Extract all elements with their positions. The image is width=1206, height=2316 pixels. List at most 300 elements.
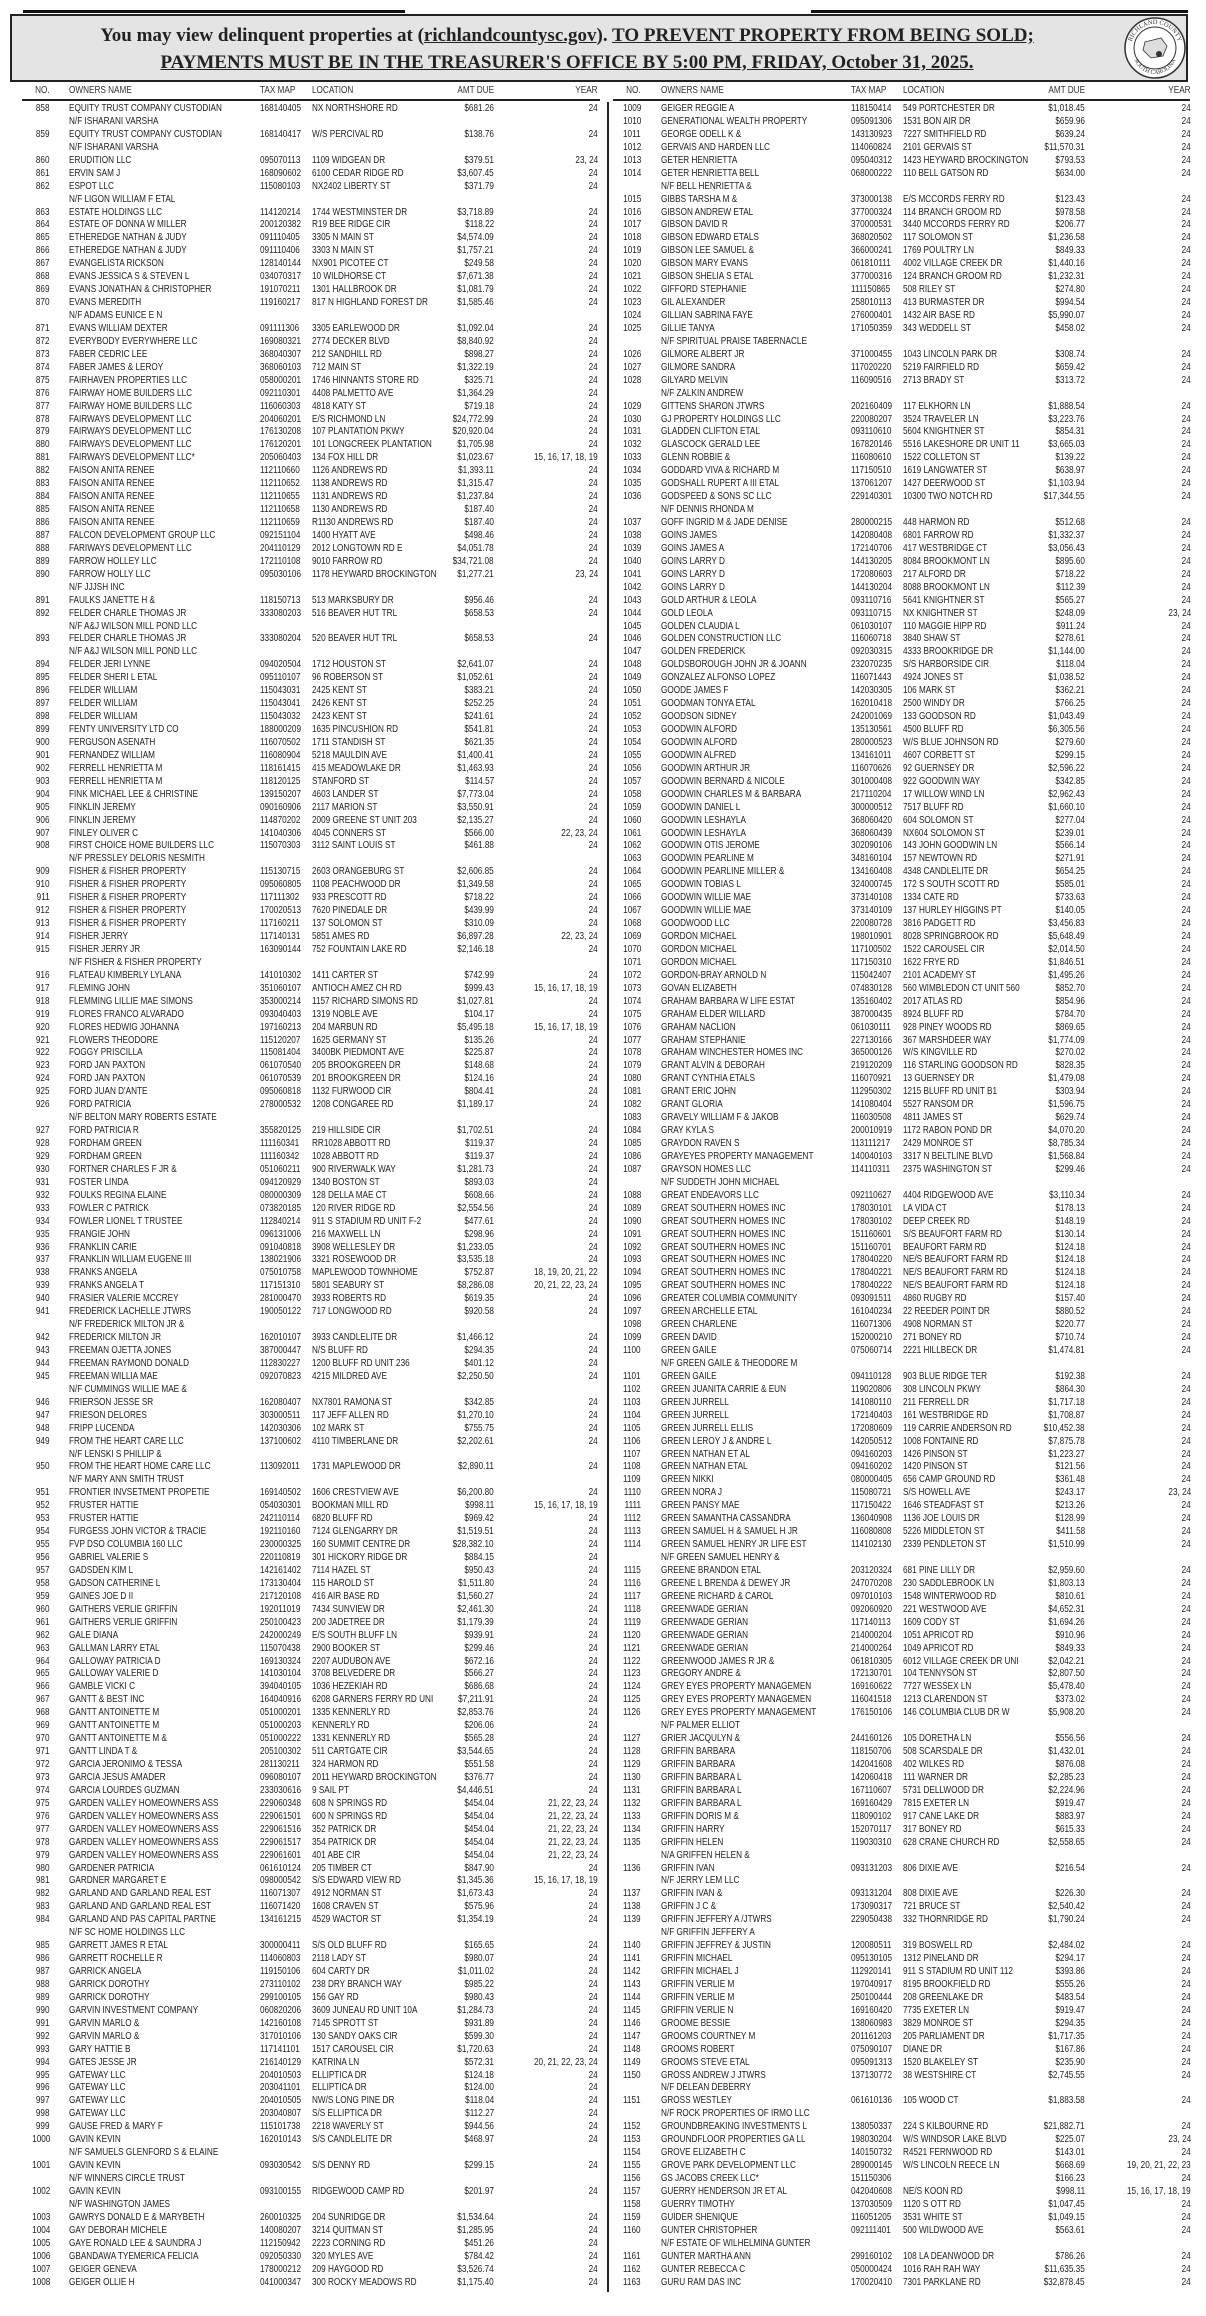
tax-years: 24 [1181,955,1191,968]
now-formerly-row [0,1111,600,1124]
owner-name: GARRICK ANGELA [69,1965,142,1977]
table-row [600,1616,1206,1629]
table-row [0,1279,600,1292]
owner-name: GATEWAY LLC [69,2094,126,2107]
owner-name: FELDER WILLIAM [69,710,138,723]
header-tax-map: TAX MAP [851,84,887,96]
tax-years: 24 [1181,1020,1191,1033]
now-formerly-owner: N/F ESTATE OF WILHELMINA GUNTER [661,2236,811,2249]
amount-due: $124.18 [1055,1253,1085,1266]
entry-number: 1115 [623,1563,641,1576]
property-location: 1520 BLAKELEY ST [903,2055,978,2068]
entry-number: 925 [36,1085,50,1098]
property-location: S/S CANDLELITE DR [312,2133,393,2146]
entry-number: 879 [36,425,50,438]
entry-number: 877 [36,399,50,412]
tax-map-number: 116080610 [851,451,892,464]
county-website-link[interactable]: richlandcountysc.gov [423,25,597,46]
tax-map-number: 120080511 [851,1939,892,1952]
owner-name: GIL ALEXANDER [661,296,726,309]
owner-name: GOODMAN TONYA ETAL [661,697,756,710]
tax-map-number: 387000447 [260,1344,301,1356]
tax-years: 24 [1181,2029,1191,2042]
entry-number: 900 [36,735,50,748]
tax-years: 24 [588,1693,598,1706]
amount-due: $1,888.54 [1048,399,1085,412]
entry-number: 962 [36,1628,50,1641]
tax-years: 24 [1181,1344,1191,1356]
property-location: 2500 WINDY DR [903,697,965,710]
tax-map-number: 169140502 [260,1486,301,1499]
tax-years: 24 [588,1913,598,1926]
table-row [0,296,600,309]
amount-due: $294.35 [1055,2016,1085,2029]
owner-name: GRAHAM ELDER WILLARD [661,1007,766,1020]
tax-years: 24 [588,865,598,878]
owner-name: FREDERICK LACHELLE JTWRS [69,1305,191,1318]
entry-number: 876 [36,386,50,399]
property-location: 911 S STADIUM RD UNIT 112 [903,1965,1013,1977]
tax-map-number: 280000523 [851,735,892,748]
entry-number: 1124 [623,1680,641,1693]
table-row [0,1124,600,1137]
amount-due: $1,479.08 [1048,1072,1085,1085]
tax-years: 24 [588,1667,598,1680]
owner-name: FRIERSON JESSE SR [69,1395,154,1408]
property-location: 354 PATRICK DR [312,1835,377,1848]
table-row [0,1422,600,1435]
tax-map-number: 117111302 [260,891,300,904]
tax-years: 24 [1181,296,1191,309]
tax-map-number: 116070921 [851,1072,892,1085]
tax-years: 24 [588,787,598,800]
owner-name: GIBSON EDWARD ETALS [661,231,759,244]
owner-name: FELDER JERI LYNNE [69,658,151,671]
property-location: 900 RIVERWALK WAY [312,1162,396,1175]
tax-map-number: 172080603 [851,567,892,580]
tax-years: 24 [588,1240,598,1253]
amount-due: $123.43 [1055,192,1085,205]
property-location: 717 LONGWOOD RD [312,1305,392,1318]
entry-number: 1061 [622,826,641,839]
table-row [600,762,1206,775]
entry-number: 863 [36,205,50,218]
property-location: 1427 DEERWOOD ST [903,477,986,490]
table-row [600,2250,1206,2263]
amount-due: $118.22 [464,218,494,231]
amount-due: $755.75 [464,1421,494,1434]
tax-years: 19, 20, 21, 22, 23 [1127,2159,1191,2172]
amount-due: $1,393.11 [458,464,494,477]
property-location: 1608 CRAVEN ST [312,1900,379,1913]
tax-years: 24 [588,1059,598,1072]
entry-number: 892 [36,606,50,619]
owner-name: FRASIER VALERIE MCCREY [69,1292,179,1305]
tax-years: 24 [588,1641,598,1654]
tax-years: 15, 16, 17, 18, 19 [1127,2184,1191,2197]
owner-name: GREAT SOUTHERN HOMES INC [661,1227,786,1240]
property-location: 1744 WESTMINSTER DR [312,205,408,218]
owner-name: GRIFFIN DORIS M & [661,1809,739,1822]
entry-number: 956 [36,1551,50,1563]
entry-number: 1008 [31,2275,50,2288]
tax-map-number: 140150732 [851,2146,892,2159]
tax-map-number: 205100302 [260,1745,301,1758]
owner-name: FROM THE HEART CARE LLC [69,1434,184,1447]
amount-due: $1,702.51 [457,1124,494,1137]
table-row [600,1124,1206,1137]
owner-name: GREENWADE GERIAN [661,1628,749,1641]
owner-name: GAINES JOE D II [69,1589,134,1602]
property-location: E/S RICHMOND LN [312,412,386,425]
property-location: 124 BRANCH GROOM RD [903,270,1002,283]
tax-map-number: 115080721 [851,1486,892,1499]
property-location: 4818 KATY ST [312,399,366,412]
table-row [600,1564,1206,1577]
tax-map-number: 142030305 [851,684,892,697]
tax-map-number: 095070113 [260,153,301,166]
tax-map-number: 170020513 [260,904,301,917]
property-location: 1136 JOE LOUIS DR [903,1512,980,1525]
table-row [600,1732,1206,1745]
property-location: 114 BRANCH GROOM RD [903,205,1002,218]
owner-name: FRUSTER HATTIE [69,1512,139,1525]
table-row [600,878,1206,891]
entry-number: 903 [36,774,50,787]
owner-name: FAISON ANITA RENEE [69,516,155,528]
amount-due: $167.86 [1055,2042,1085,2055]
tax-years: 24 [1181,1745,1191,1758]
amount-due: $766.25 [1055,697,1085,710]
owner-name: FRANKLIN WILLIAM EUGENE III [69,1253,192,1266]
entry-number: 898 [36,710,50,723]
property-location: 1531 BON AIR DR [903,114,971,127]
owner-name: GOODWIN ALFORD [661,735,738,748]
now-formerly-owner: N/F GREEN SAMUEL HENRY & [661,1551,780,1563]
amount-due: $192.38 [1055,1369,1085,1382]
property-location: NX2402 LIBERTY ST [312,179,391,192]
tax-map-number: 092030315 [851,645,892,658]
owner-name: GOODWIN CHARLES M & BARBARA [661,787,802,800]
tax-years: 24 [588,1033,598,1046]
amount-due: $3,526.74 [457,2262,494,2275]
amount-due: $143.01 [1055,2146,1085,2159]
tax-map-number: 041000347 [260,2275,301,2288]
tax-years: 24 [588,347,598,360]
property-location: S/S BEAUFORT FARM RD [903,1227,1002,1240]
tax-years: 24 [1181,697,1191,710]
property-location: W/S PERCIVAL RD [312,127,384,140]
property-location: 402 WILKES RD [903,1758,964,1770]
tax-years: 24 [1181,994,1191,1007]
entry-number: 1078 [622,1046,641,1059]
tax-map-number: 281130211 [260,1758,300,1770]
tax-map-number: 190050122 [260,1305,301,1318]
entry-number: 859 [36,127,50,140]
tax-years: 24 [1181,735,1191,748]
property-location: 1132 FURWOOD CIR [312,1085,392,1098]
owner-name: GREEN JURRELL ELLIS [661,1421,754,1434]
tax-years: 24 [1181,1214,1191,1227]
owner-name: GBANDAWA TYEMERICA FELICIA [69,2249,199,2262]
listing-column-left [0,84,600,2288]
tax-map-number: 142160108 [260,2016,301,2029]
table-row [0,2094,600,2107]
entry-number: 996 [36,2081,50,2094]
table-row [0,1551,600,1564]
tax-map-number: 368020502 [851,231,892,244]
entry-number: 932 [36,1188,50,1201]
entry-number: 1084 [622,1124,641,1137]
tax-years: 24 [588,1344,598,1356]
tax-map-number: 387000435 [851,1007,892,1020]
tax-map-number: 204060201 [260,412,301,425]
owner-name: GORDON-BRAY ARNOLD N [661,968,767,981]
table-row [0,231,600,244]
tax-years: 24 [1181,593,1191,606]
table-row [600,555,1206,568]
entry-number: 930 [36,1162,50,1175]
entry-number: 1156 [623,2172,641,2184]
property-location: 300 ROCKY MEADOWS RD [312,2275,417,2288]
table-row [0,128,600,141]
property-location: 1622 FRYE RD [903,955,960,968]
owner-name: GARRICK DOROTHY [69,1990,150,2003]
tax-years: 24 [588,334,598,347]
owner-name: GARDNER MARGARET E [69,1874,167,1887]
amount-due: $784.70 [1055,1007,1085,1020]
entry-number: 1099 [622,1331,641,1344]
table-row [0,1862,600,1875]
amount-due: $2,250.50 [457,1369,494,1382]
owner-name: GROVE PARK DEVELOPMENT LLC [661,2159,796,2172]
amount-due: $1,660.10 [1048,800,1085,813]
amount-due: $1,027.81 [457,994,494,1007]
owner-name: FLEMING JOHN [69,981,130,994]
property-location: 2375 WASHINGTON ST [903,1162,993,1175]
amount-due: $308.74 [1055,347,1085,360]
owner-name: FLOWERS THEODORE [69,1033,159,1046]
entry-number: 1048 [622,658,641,671]
property-location: S/S HOWELL AVE [903,1486,971,1499]
table-row [600,1797,1206,1810]
tax-map-number: 092070823 [260,1369,301,1382]
owner-name: FREEMAN RAYMOND DONALD [69,1356,189,1369]
owner-name: ETHEREDGE NATHAN & JUDY [69,244,187,257]
amount-due: $121.56 [1055,1460,1085,1473]
tax-years: 24 [588,1654,598,1667]
property-location: 2603 ORANGEBURG ST [312,865,405,878]
tax-map-number: 112150942 [260,2236,301,2249]
tax-map-number: 112920141 [851,1965,892,1977]
owner-name: GITTENS SHARON JTWRS [661,399,765,412]
property-location: 604 CARTY DR [312,1965,370,1977]
owner-name: GALLMAN LARRY ETAL [69,1641,160,1654]
table-row [600,438,1206,451]
tax-map-number: 353000214 [260,994,301,1007]
amount-due: $742.99 [464,968,494,981]
table-row [0,2224,600,2237]
table-row [600,1512,1206,1525]
entry-number: 1075 [622,1007,641,1020]
tax-map-number: 090160906 [260,800,301,813]
tax-years: 21, 22, 23, 24 [547,1848,598,1861]
entry-number: 1038 [622,528,641,541]
table-row [600,2276,1206,2289]
owner-name: FELDER WILLIAM [69,697,138,710]
tax-years: 24 [588,1292,598,1305]
table-row [600,1836,1206,1849]
tax-map-number: 034070317 [260,270,301,283]
owner-name: FOULKS REGINA ELAINE [69,1188,167,1201]
table-row [0,1370,600,1383]
entry-number: 917 [36,981,50,994]
property-location: 271 BONEY RD [903,1331,962,1344]
tax-years: 24 [1181,1395,1191,1408]
tax-years: 24 [588,800,598,813]
tax-years: 24 [588,1551,598,1563]
tax-map-number: 115043031 [260,684,301,697]
tax-years: 24 [588,2068,598,2081]
property-location: 110 BELL GATSON RD [903,166,989,179]
tax-years: 24 [1181,1188,1191,1201]
property-location: 628 CRANE CHURCH RD [903,1835,1000,1848]
property-location: 2011 HEYWARD BROCKINGTON [312,1770,437,1783]
amount-due: $1,883.58 [1048,2094,1085,2107]
amount-due: $563.61 [1055,2223,1085,2236]
entry-number: 1037 [622,516,641,528]
property-location: 3531 WHITE ST [903,2210,963,2223]
entry-number: 1131 [623,1783,641,1796]
tax-map-number: 114060803 [260,1952,301,1965]
table-row [600,231,1206,244]
owner-name: GRAHAM STEPHANIE [661,1033,746,1046]
table-row [0,2185,600,2198]
tax-years: 24 [1181,1059,1191,1072]
table-row [0,1991,600,2004]
amount-due: $718.22 [1055,567,1085,580]
table-row [0,1357,600,1370]
entry-number: 1064 [622,865,641,878]
tax-map-number: 051060211 [260,1162,301,1175]
tax-years: 24 [1181,347,1191,360]
table-row [0,1512,600,1525]
tax-years: 24 [588,283,598,296]
header-owners-name: OWNERS NAME [661,84,724,96]
owner-name: GRAHAM WINCHESTER HOMES INC [661,1046,803,1059]
tax-map-number: 227130166 [851,1033,892,1046]
tax-years: 24 [588,1628,598,1641]
owner-name: GABRIEL VALERIE S [69,1551,149,1563]
now-formerly-owner: N/F PALMER ELLIOT [661,1719,741,1732]
entry-number: 1152 [623,2120,641,2133]
property-location: 513 MARKSBURY DR [312,593,394,606]
tax-years: 24 [588,942,598,955]
now-formerly-owner: N/A GRIFFEN HELEN & [661,1848,750,1861]
property-location: 107 PLANTATION PKWY [312,425,405,438]
entry-number: 1027 [622,360,641,373]
owner-name: FISHER & FISHER PROPERTY [69,904,187,917]
property-location: NX604 SOLOMON ST [903,826,985,839]
entry-number: 919 [36,1007,50,1020]
amount-due: $313.72 [1055,373,1085,386]
amount-due: $998.11 [1055,2184,1085,2197]
owner-name: FISHER & FISHER PROPERTY [69,865,187,878]
entry-number: 1110 [623,1486,641,1499]
amount-due: $140.05 [1055,904,1085,917]
entry-number: 975 [36,1796,50,1809]
now-formerly-owner: N/F ISHARANI VARSHA [69,140,159,153]
entry-number: 1145 [623,2003,641,2016]
owner-name: FREEMAN WILLIA MAE [69,1369,158,1382]
property-location: 1432 AIR BASE RD [903,309,975,321]
tax-map-number: 114120214 [260,205,301,218]
entry-number: 1088 [622,1188,641,1201]
tax-years: 24 [1181,2249,1191,2262]
now-formerly-row [600,1849,1206,1862]
entry-number: 1072 [622,968,641,981]
amount-due: $1,236.58 [1048,231,1085,244]
amount-due: $2,540.42 [1048,1900,1085,1913]
amount-due: $1,440.16 [1048,257,1085,270]
tax-map-number: 220080728 [851,917,892,930]
amount-due: $659.96 [1055,114,1085,127]
table-row [600,2159,1206,2172]
tax-map-number: 117150422 [851,1499,892,1512]
table-row [600,296,1206,309]
tax-years: 24 [1181,127,1191,140]
amount-due: $6,305.56 [1048,723,1085,735]
tax-years: 24 [588,425,598,438]
owner-name: GRIFFIN BARBARA [661,1758,736,1770]
tax-map-number: 258010113 [851,296,892,309]
table-row [600,956,1206,969]
property-location: S/S DENNY RD [312,2159,371,2172]
property-location: 22 REEDER POINT DR [903,1305,990,1318]
entry-number: 899 [36,723,50,735]
owner-name: GODSPEED & SONS SC LLC [661,490,772,503]
table-row [0,1137,600,1150]
amount-due: $135.26 [464,1033,494,1046]
amount-due: $342.85 [1055,774,1085,787]
header-location: LOCATION [312,84,354,96]
entry-number: 889 [36,554,50,567]
table-row [0,1034,600,1047]
tax-map-number: 061810111 [851,257,891,270]
now-formerly-owner: N/F GRIFFIN JEFFERY A [661,1926,755,1939]
table-row [0,671,600,684]
amount-due: $166.23 [1055,2172,1085,2184]
property-location: 1016 RAH RAH WAY [903,2262,981,2275]
entry-number: 1142 [623,1965,641,1977]
tax-years: 24 [1181,904,1191,917]
entry-number: 887 [36,528,50,541]
owner-name: GRIFFIN JEFFREY & JUSTIN [661,1939,771,1952]
tax-map-number: 152000210 [851,1331,892,1344]
table-row [600,1784,1206,1797]
table-row [0,438,600,451]
tax-years: 24 [588,2120,598,2133]
tax-years: 24 [1181,192,1191,205]
owner-name: GREAT SOUTHERN HOMES INC [661,1240,786,1253]
owner-name: GARRICK DOROTHY [69,1977,150,1990]
tax-years: 24 [1181,283,1191,296]
property-location: 3524 TRAVELER LN [903,412,979,425]
entry-number: 938 [36,1266,50,1279]
tax-map-number: 093131204 [851,1887,892,1900]
tax-map-number: 214000264 [851,1641,892,1654]
tax-years: 21, 22, 23, 24 [547,1822,598,1835]
